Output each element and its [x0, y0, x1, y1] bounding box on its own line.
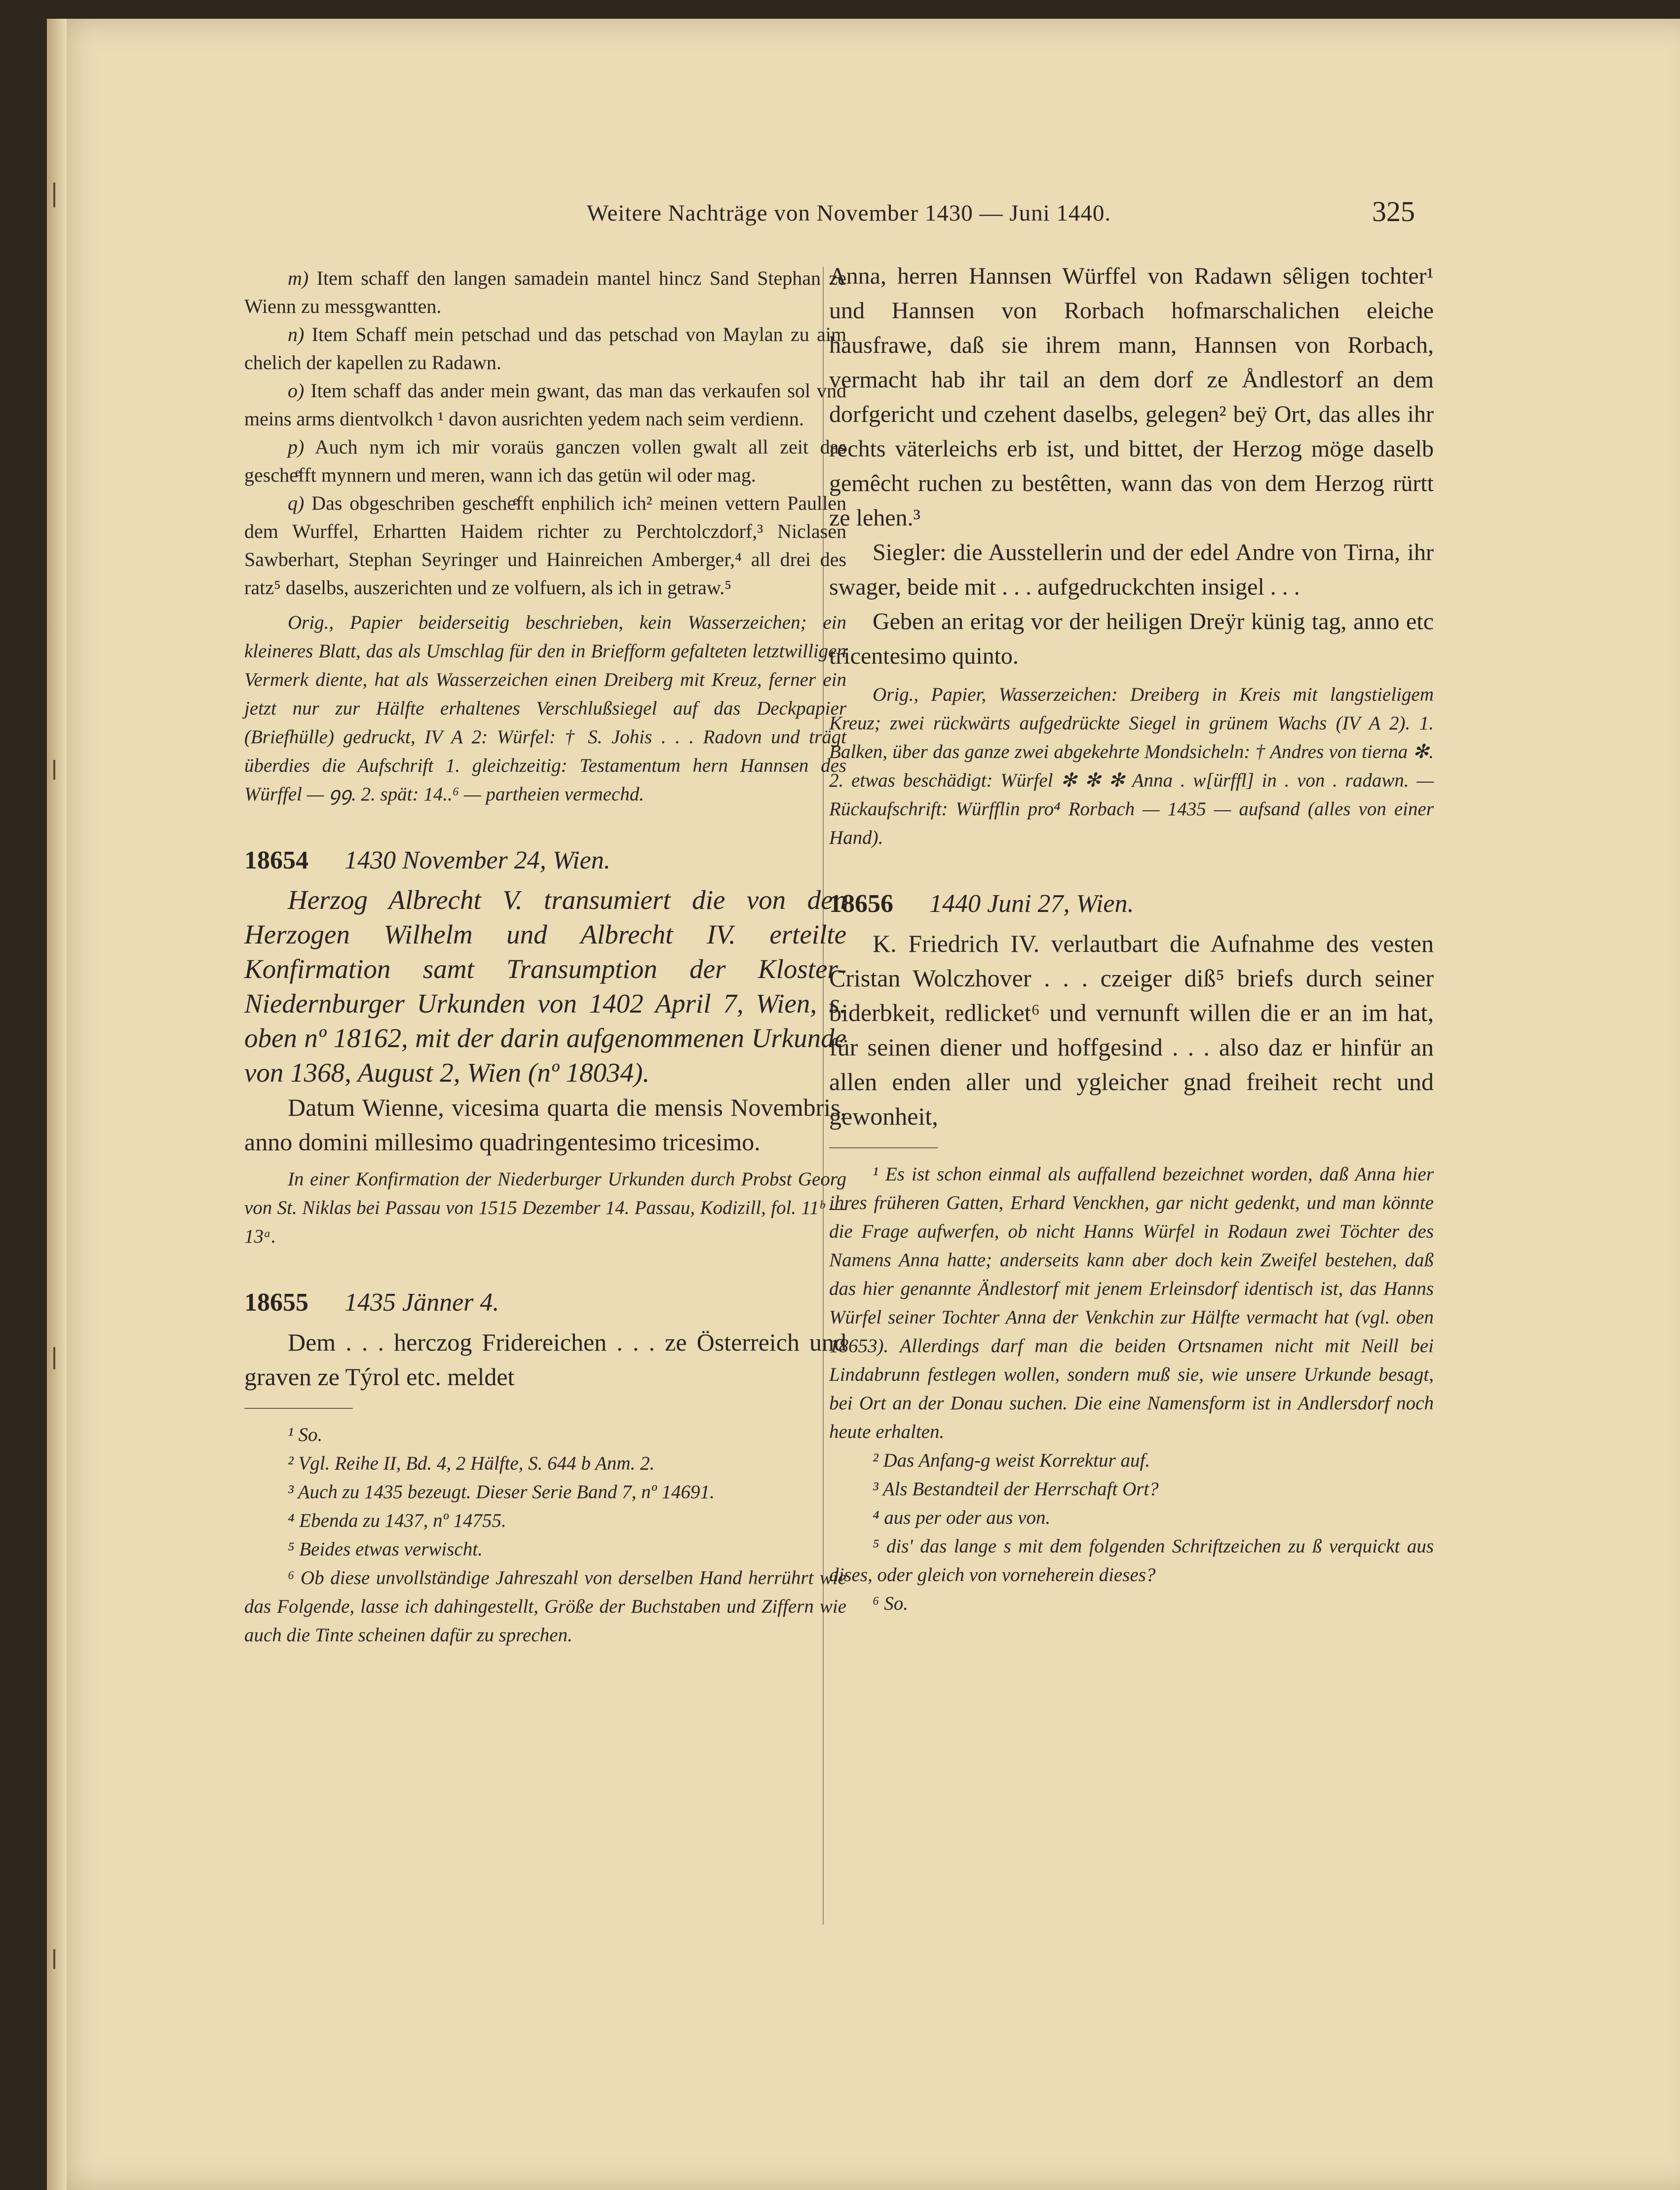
page-number: 325 [1372, 195, 1415, 227]
item-label: q) [288, 492, 305, 514]
entry-text: Dem . . . herczog Fridereichen . . . ze Österreich und graven ze Týrol etc. meldet [244, 1328, 846, 1391]
entry-date: 1440 Juni 27, Wien. [929, 890, 1134, 918]
entry-number: 18654 [244, 846, 308, 874]
footnote: ⁵ dis' das lange s mit dem folgenden Schriftzeichen zu ß verquickt aus dises, oder gleich von vorneherein dieses? [829, 1536, 1434, 1586]
footnote-rule [829, 1147, 938, 1148]
footnote: ³ Als Bestandteil der Herrschaft Ort? [873, 1478, 1159, 1500]
footnote: ³ Auch zu 1435 bezeugt. Dieser Serie Band 7, nº 14691. [288, 1481, 715, 1503]
footnote: ⁴ Ebenda zu 1437, nº 14755. [288, 1510, 506, 1531]
item-label: n) [288, 323, 305, 345]
entry-heading-18656 [829, 887, 1434, 921]
page-fold-shadow [47, 19, 67, 2190]
entry-date: 1430 November 24, Wien. [344, 846, 611, 874]
list-item [244, 377, 846, 433]
sealer-text: Siegler: die Ausstellerin und der edel Andre von Tirna, ihr swager, beide mit . . . aufgedruckchten insigel . . . [829, 539, 1434, 600]
item-text: Item schaff das ander mein gwant, das man das verkaufen sol vnd meins arms dientvolkch ¹ davon ausrichten yedem nach seim verdienn. [244, 379, 847, 430]
footnote: ⁵ Beides etwas verwischt. [288, 1539, 483, 1560]
entry-heading-18654 [244, 843, 846, 878]
margin-mark [53, 1949, 55, 1969]
footnote-rule [244, 1408, 353, 1409]
charter-text: Anna, herren Hannsen Würffel von Radawn sêligen tochter¹ und Hannsen von Rorbach hofmarschalichen eleiche hausfrawe, daß sie ihrem mann, Hannsen von Rorbach, vermacht hab ihr tail an dem dorf ze Åndlestorf an dem dorfgericht und czehent daselbs, gelegen² beÿ Ort, das alles ihr rechts väterleichs erb ist, und bittet, der Herzog möge daselb gemêcht ruchen zu bestêtten, wann das von dem Herzog rürtt ze lehen.³ [829, 263, 1434, 531]
margin-mark [53, 183, 55, 207]
footnote: ² Das Anfang-g weist Korrektur auf. [873, 1450, 1150, 1471]
footnote: ⁴ aus per oder aus von. [873, 1507, 1051, 1528]
footnote: ¹ Es ist schon einmal als auffallend bezeichnet worden, daß Anna hier ihres früheren Gatten, Erhard Venckhen, gar nicht gedenkt, und man könnte die Frage aufwerfen, ob nicht Hanns Würfel in Rodaun zwei Töchter des Namens Anna hatte; anderseits kann aber doch kein Zweifel bestehen, daß das hier genannte Ändlestorf mit jenem Erleinsdorf identisch ist, das Hanns Würfel seiner Tochter Anna der Venkchin zur Hälfte vermacht hat (vgl. oben 18653). Allerdings darf man die beiden Ortsnamen nicht mit Neill bei Lindabrunn festlegen wollen, sondern muß sie, wie unsere Urkunde besagt, bei Ort an der Donau suchen. Die eine Namensform ist in Andlersdorf noch heute erhalten. [829, 1164, 1434, 1442]
entry-note: In einer Konfirmation der Niederburger Urkunden durch Probst Georg von St. Niklas bei Passau von 1515 Dezember 14. Passau, Kodizill, fol. 11ᵇ — 13ᵃ. [244, 1169, 846, 1247]
item-text: Item schaff den langen samadein mantel hincz Sand Stephan ze Wienn zu messgwantten. [244, 267, 846, 317]
list-item [244, 489, 846, 602]
item-text: Auch nym ich mir voraüs ganczen vollen gwalt all zeit das gescheͤfft mynnern und meren, wann ich das getün wil oder mag. [244, 436, 846, 486]
margin-mark [53, 1347, 55, 1369]
running-title: Weitere Nachträge von November 1430 — Juni 1440. [586, 200, 1111, 226]
list-item [244, 264, 846, 320]
entry-heading-18655 [244, 1285, 846, 1320]
entry-number: 18656 [829, 890, 893, 918]
entry-number: 18655 [244, 1288, 308, 1317]
list-item [244, 433, 846, 489]
margin-mark [53, 760, 55, 780]
item-text: Das obgeschriben gescheͤfft enphilich ich² meinen vettern Paullen dem Wurffel, Erhartten Haidem richter zu Perchtolczdorf,³ Niclasen Sawberhart, Stephan Seyringer und Hainreichen Amberger,⁴ all drei des ratz⁵ daselbs, auszerichten und ze volfuern, als ich in getraw.⁵ [244, 492, 846, 599]
entry-date: 1435 Jänner 4. [344, 1288, 499, 1317]
item-label: p) [288, 436, 305, 458]
footnote: ² Vgl. Reihe II, Bd. 4, 2 Hälfte, S. 644 b Anm. 2. [288, 1453, 655, 1474]
footnote: ⁶ Ob diese unvollständige Jahreszahl von derselben Hand herrührt wie das Folgende, lasse ich dahingestellt, Größe der Buchstaben und Ziffern wie auch die Tinte scheinen dafür zu sprechen. [244, 1567, 846, 1646]
list-item [244, 320, 846, 377]
entry-text: K. Friedrich IV. verlautbart die Aufnahme des vesten Cristan Wolczhover . . . czeiger diß⁵ briefs durch seiner biderbkeit, redlicket⁶ und vernunft willen die er an im hat, für seinen diener und hoffgesind . . . also daz er hinfür an allen enden aller und ygleicher gnad freiheit recht und gewonheit, [829, 930, 1434, 1130]
footnote: ¹ So. [288, 1424, 323, 1445]
footnote: ⁶ So. [873, 1593, 909, 1614]
left-column [244, 264, 846, 1650]
item-label: m) [288, 267, 309, 289]
archival-note: Orig., Papier beiderseitig beschrieben, kein Wasserzeichen; ein kleineres Blatt, das als Umschlag für den in Briefform gefalteten letztwilligen Vermerk diente, hat als Wasserzeichen einen Dreiberg mit Kreuz, ferner ein jetzt nur zur Hälfte erhaltenes Verschlußsiegel auf das Deckpapier (Briefhülle) gedruckt, IV A 2: Würfel: † S. Johis . . . Radovn und trägt überdies die Aufschrift 1. gleichzeitig: Testamentum hern Hannsen des Würffel — ꝯꝯ. 2. spät: 14..⁶ — partheien vermechd. [244, 612, 846, 805]
entry-summary: Herzog Albrecht V. transumiert die von den Herzogen Wilhelm und Albrecht IV. erteilte Konfirmation samt Transumption der Kloster-Niedernburger Urkunden von 1402 April 7, Wien, s. oben nº 18162, mit der darin aufgenommenen Urkunde von 1368, August 2, Wien (nº 18034). [244, 885, 846, 1088]
archival-note: Orig., Papier, Wasserzeichen: Dreiberg in Kreis mit langstieligem Kreuz; zwei rückwärts aufgedrückte Siegel in grünem Wachs (IV A 2). 1. Balken, über das ganze zwei abgekehrte Mondsicheln: † Andres von tierna ✻. 2. etwas beschädigt: Würfel ✻ ✻ ✻ Anna . w[ürffl] in . von . radawn. — Rückaufschrift: Würfflin pro⁴ Rorbach — 1435 — aufsand (alles von einer Hand). [829, 684, 1434, 848]
right-column [829, 259, 1434, 1618]
item-label: o) [288, 379, 305, 402]
item-text: Item Schaff mein petschad und das petschad von Maylan zu aim chelich der kapellen zu Radawn. [244, 323, 847, 374]
entry-text: Datum Wienne, vicesima quarta die mensis Novembris, anno domini millesimo quadringentesimo tricesimo. [244, 1094, 846, 1156]
dating-clause: Geben an eritag vor der heiligen Dreÿr künig tag, anno etc tricentesimo quinto. [829, 608, 1434, 669]
